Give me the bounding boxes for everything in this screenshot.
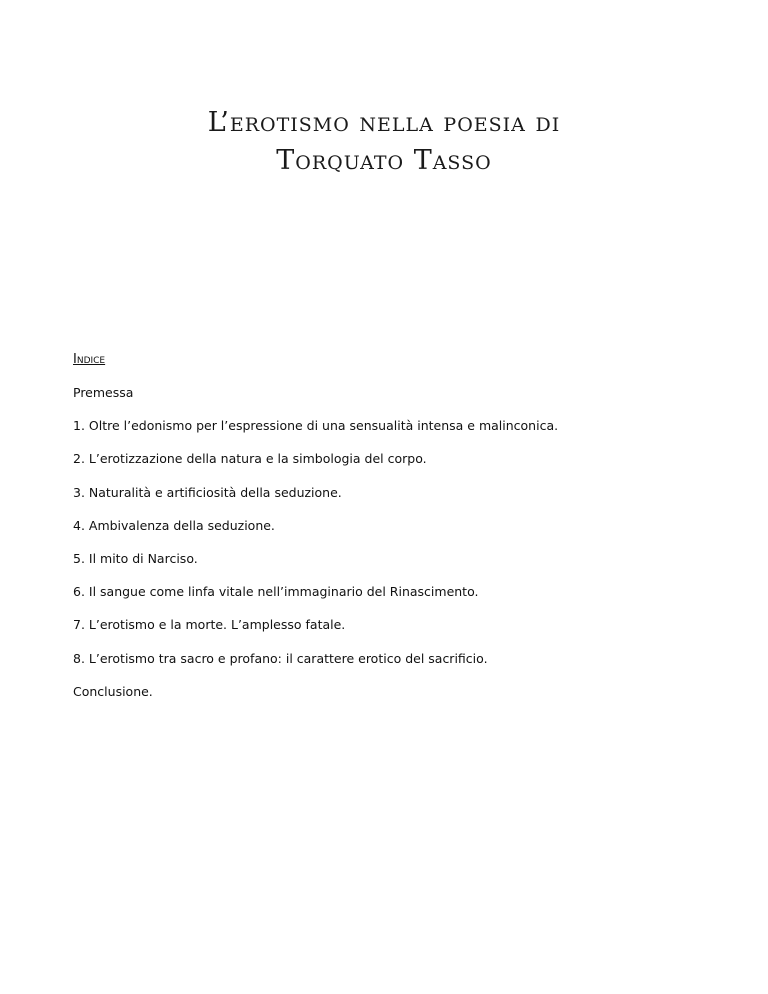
toc-item-6: 6. Il sangue come linfa vitale nell’immaginario del Rinascimento. [73, 584, 479, 600]
toc-item-7: 7. L’erotismo e la morte. L’amplesso fatale. [73, 617, 346, 633]
table-of-contents [73, 350, 713, 715]
document-title [0, 104, 768, 180]
title-line-1: L’erotismo nella poesia di [207, 107, 561, 138]
toc-item-3: 3. Naturalità e artificiosità della seduzione. [73, 484, 342, 500]
toc-item-premessa: Premessa [73, 385, 134, 400]
toc-item-5: 5. Il mito di Narciso. [73, 550, 198, 566]
toc-heading: Indice [73, 352, 106, 367]
toc-item-conclusione: Conclusione. [73, 683, 153, 699]
title-line-2: Torquato Tasso [276, 145, 492, 176]
toc-item-8: 8. L’erotismo tra sacro e profano: il carattere erotico del sacrificio. [73, 650, 488, 666]
toc-item-2: 2. L’erotizzazione della natura e la simbologia del corpo. [73, 451, 427, 467]
toc-item-4: 4. Ambivalenza della seduzione. [73, 517, 275, 533]
toc-item-1: 1. Oltre l’edonismo per l’espressione di una sensualità intensa e malinconica. [73, 418, 559, 434]
